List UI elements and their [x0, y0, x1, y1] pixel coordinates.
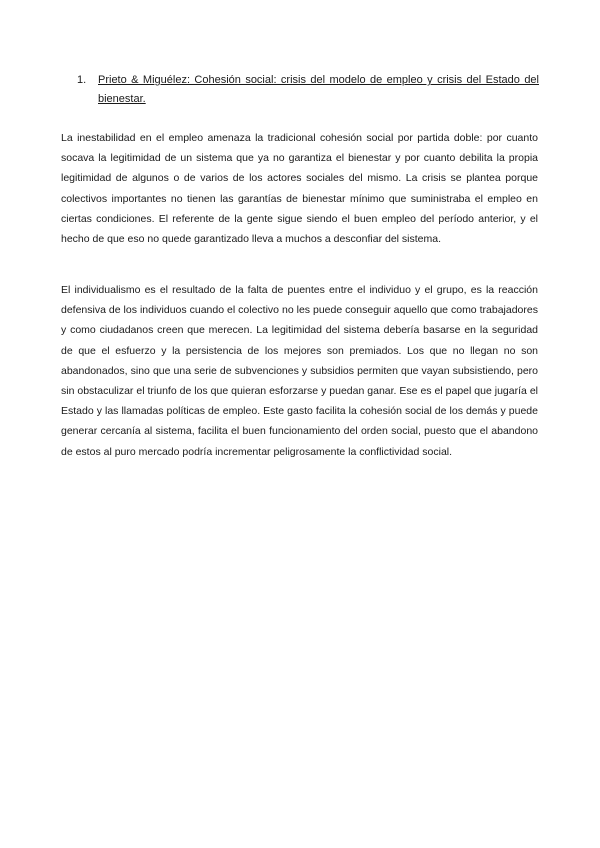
body-paragraph: La inestabilidad en el empleo amenaza la tradicional cohesión social por partida doble: por cuanto socava la legitimidad de un sistema que ya no garantiza el bienestar y por cuanto debilita la propia legitimidad de algunos o de varios de los actores sociales del mismo. La crisis se plantea porque colectivos importantes no tienen las garantías de bienestar mínimo que suministraba el empleo en ciertas condiciones. El referente de la gente sigue siendo el buen empleo del período anterior, y el hecho de que eso no quede garantizado lleva a muchos a desconfiar del sistema.: [61, 132, 538, 246]
heading-number: 1.: [77, 74, 87, 86]
heading-title: Prieto & Miguélez: Cohesión social: crisis del modelo de empleo y crisis del Estado del bienestar.: [98, 74, 539, 105]
section-heading: [77, 71, 539, 109]
body-paragraph: El individualismo es el resultado de la falta de puentes entre el individuo y el grupo, es la reacción defensiva de los individuos cuando el colectivo no les puede conseguir aquello que como trabajadores y como ciudadanos creen que merecen. La legitimidad del sistema debería basarse en la seguridad de que el esfuerzo y la persistencia de los mejores son premiados. Los que no llegan no son abandonados, sino que una serie de subvenciones y subsidios permiten que vayan subsistiendo, pero sin obstaculizar el triunfo de los que quieran esforzarse y puedan ganar. Ese es el papel que jugaría el Estado y las llamadas políticas de empleo. Este gasto facilita la cohesión social de los demás y puede generar cercanía al sistema, facilita el buen funcionamiento del orden social, puesto que el abandono de estos al puro mercado podría incrementar peligrosamente la conflictividad social.: [61, 284, 538, 458]
